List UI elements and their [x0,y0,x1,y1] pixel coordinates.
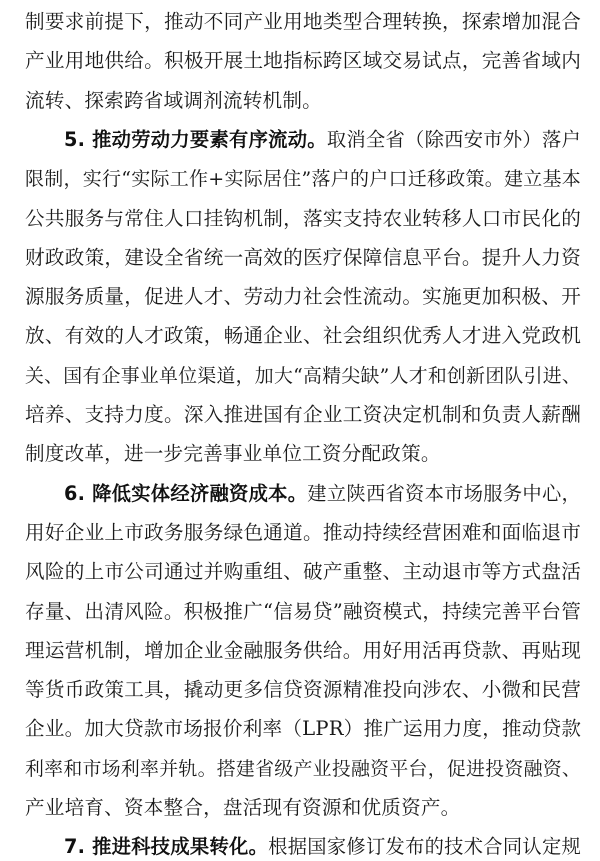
text-line: 制度改革，进一步完善事业单位工资分配政策。 [25,442,441,466]
text-line: 流转、探索跨省域调剂流转机制。 [25,88,322,112]
text-line: 制要求前提下，推动不同产业用地类型合理转换，探索增加混合 [25,10,581,33]
text-line: 等货币政策工具，撬动更多信贷资源精准投向涉农、小微和民营 [25,678,581,702]
text-line: 企业。加大贷款市场报价利率（LPR）推广运用力度，推动贷款 [25,717,582,741]
text-span: 取消全省（除西安市外）落户 [326,127,581,151]
text-line: 放、有效的人才政策，畅通企业、社会组织优秀人才进入党政机 [25,324,581,348]
section-heading: 5. 推动劳动力要素有序流动。 [64,127,327,151]
text-line-with-heading [64,833,581,861]
text-line: 风险的上市公司通过并购重组、破产重整、主动退市等方式盘活 [25,560,581,584]
text-line: 利率和市场利率并轨。搭建省级产业投融资平台，促进投资融资、 [25,757,581,780]
text-line: 理运营机制，增加企业金融服务供给。用好用活再贷款、再贴现 [25,638,581,662]
text-line: 限制，实行“实际工作+实际居住”落户的户口迁移政策。建立基本 [25,168,581,191]
text-line: 培养、支持力度。深入推进国有企业工资决定机制和负责人薪酬 [25,403,581,426]
section-heading: 7. 推进科技成果转化。 [64,835,269,859]
text-line: 产业培育、资本整合，盘活现有资源和优质资产。 [25,796,461,819]
text-line: 财政政策，建设全省统一高效的医疗保障信息平台。提升人力资 [25,245,581,269]
text-line-with-heading [64,480,581,508]
text-line: 用好企业上市政务服务绿色通道。推动持续经营困难和面临退市 [25,520,581,544]
text-line: 关、国有企事业单位渠道，加大“高精尖缺”人才和创新团队引进、 [25,364,581,387]
section-heading: 6. 降低实体经济融资成本。 [64,481,308,505]
text-span: 建立陕西省资本市场服务中心， [307,481,581,505]
text-line: 源服务质量，促进人才、劳动力社会性流动。实施更加积极、开 [25,285,581,309]
text-span: 根据国家修订发布的技术合同认定规 [268,835,581,859]
text-line-with-heading [64,126,581,154]
text-line: 产业用地供给。积极开展土地指标跨区域交易试点，完善省域内 [25,49,581,73]
text-line: 公共服务与常住人口挂钩机制，落实支持农业转移人口市民化的 [25,206,581,230]
text-line: 存量、出清风险。积极推广“信易贷”融资模式，持续完善平台管 [25,599,581,623]
